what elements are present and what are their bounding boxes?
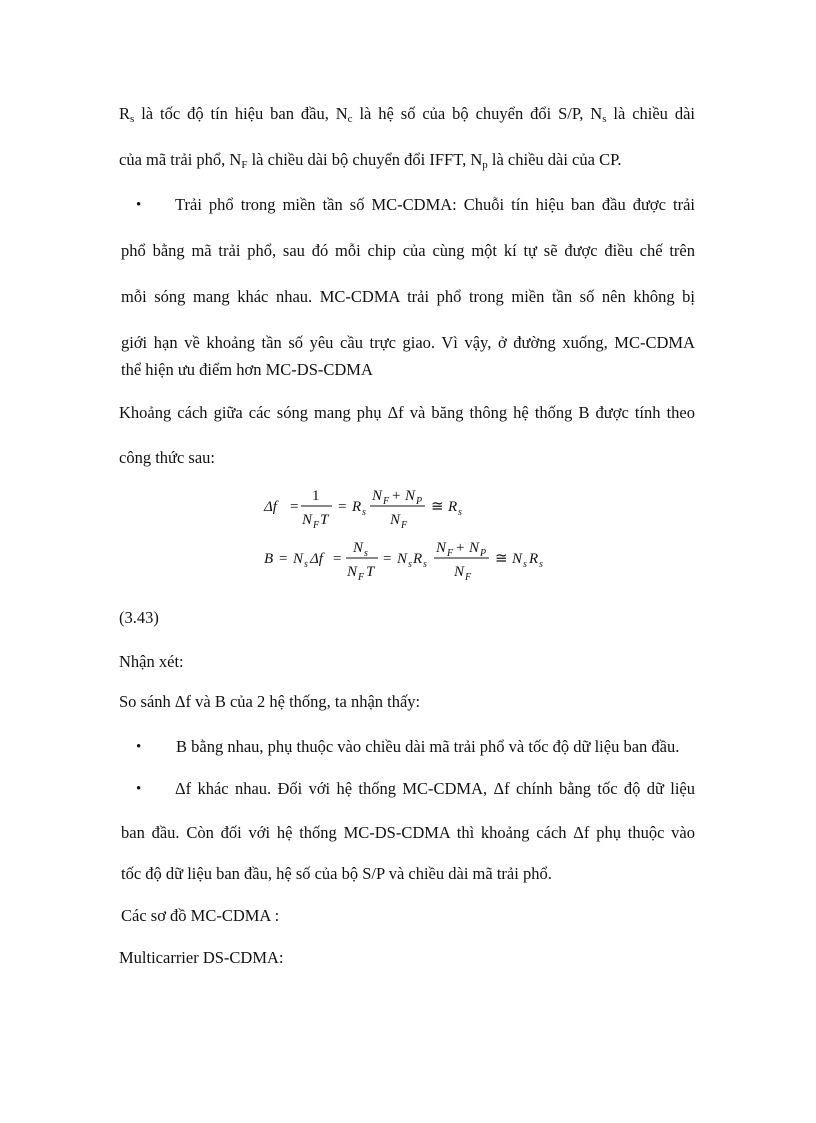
svg-text:R: R <box>352 499 362 515</box>
svg-text:P: P <box>416 496 423 507</box>
svg-text:R: R <box>529 551 539 567</box>
svg-text:s: s <box>458 507 462 518</box>
svg-text:s: s <box>304 559 308 570</box>
svg-text:s: s <box>423 559 427 570</box>
paragraph-line: công thức sau: <box>119 448 216 467</box>
bullet-line: Trải phổ trong miền tần số MC-CDMA: Chuỗi tín hiệu ban đầu được trải <box>175 195 695 214</box>
paragraph-line: So sánh Δf và B của 2 hệ thống, ta nhận thấy: <box>119 692 421 711</box>
svg-text:+: + <box>392 488 401 504</box>
svg-text:=: = <box>338 499 347 515</box>
svg-text:F: F <box>358 572 365 583</box>
svg-text:F: F <box>383 496 390 507</box>
bullet-line: Δf khác nhau. Đối với hệ thống MC-CDMA, Δf chính bằng tốc độ dữ liệu <box>175 779 695 798</box>
svg-text:N: N <box>469 540 480 556</box>
bullet-line: mỗi sóng mang khác nhau. MC-CDMA trải phổ trong miền tần số nên không bị <box>121 287 695 306</box>
svg-text:≅: ≅ <box>431 499 444 515</box>
svg-text:T: T <box>366 564 375 580</box>
svg-text:=: = <box>333 551 342 567</box>
equation-number: (3.43) <box>119 608 159 627</box>
svg-text:T: T <box>320 512 329 528</box>
svg-text:N: N <box>293 551 304 567</box>
svg-text:s: s <box>408 559 412 570</box>
svg-text:=: = <box>383 551 392 567</box>
svg-text:s: s <box>539 559 543 570</box>
remark-heading: Nhận xét: <box>119 652 184 671</box>
svg-text:R: R <box>448 499 458 515</box>
svg-text:s: s <box>364 548 368 559</box>
svg-text:F: F <box>447 548 454 559</box>
svg-text:N: N <box>397 551 408 567</box>
paragraph-line: $R_s$ là tốc độ tín hiệu ban đầu, $N_c$ là hệ số của bộ chuyển đổi S/P, $N_s$ là chiều dài <box>119 104 695 125</box>
bullet-line: giới hạn về khoảng tần số yêu cầu trực giao. Vì vậy, ở đường xuống, MC-CDMA <box>121 333 695 352</box>
paragraph-line: Khoảng cách giữa các sóng mang phụ Δf và băng thông hệ thống B được tính theo <box>119 403 695 422</box>
bullet-line: B bằng nhau, phụ thuộc vào chiều dài mã trải phổ và tốc độ dữ liệu ban đầu. <box>176 737 680 756</box>
bullet-line: phổ bằng mã trải phổ, sau đó mỗi chip của cùng một kí tự sẽ được điều chế trên <box>121 241 695 260</box>
svg-text:1: 1 <box>312 488 320 504</box>
svg-text:P: P <box>480 548 487 559</box>
svg-text:N: N <box>372 488 383 504</box>
svg-text:N: N <box>390 512 401 528</box>
svg-text:N: N <box>405 488 416 504</box>
svg-text:≅: ≅ <box>495 551 508 567</box>
bullet-line: tốc độ dữ liệu ban đầu, hệ số của bộ S/P và chiều dài mã trải phổ. <box>121 864 552 883</box>
svg-text:F: F <box>465 572 472 583</box>
svg-text:N: N <box>347 564 358 580</box>
svg-text:B: B <box>264 551 274 567</box>
multicarrier-heading: Multicarrier DS-CDMA: <box>119 948 284 967</box>
svg-text:s: s <box>523 559 527 570</box>
svg-text:N: N <box>353 540 364 556</box>
svg-text:Δf: Δf <box>264 499 277 515</box>
bullet-icon: • <box>136 781 142 797</box>
schemes-heading: Các sơ đồ MC-CDMA : <box>121 906 280 925</box>
svg-text:N: N <box>302 512 313 528</box>
bullet-line: ban đầu. Còn đối với hệ thống MC-DS-CDMA thì khoảng cách Δf phụ thuộc vào <box>121 823 695 842</box>
svg-text:F: F <box>313 520 320 531</box>
svg-text:N: N <box>512 551 523 567</box>
svg-text:N: N <box>436 540 447 556</box>
svg-text:Δf: Δf <box>310 551 323 567</box>
svg-text:R: R <box>413 551 423 567</box>
svg-text:=: = <box>279 551 288 567</box>
svg-text:N: N <box>454 564 465 580</box>
paragraph-line: của mã trải phổ, $N_F$ là chiều dài bộ chuyển đổi IFFT, $N_p$ là chiều dài của CP. <box>119 150 622 171</box>
bullet-line: thể hiện ưu điểm hơn MC-DS-CDMA <box>121 360 373 379</box>
bullet-icon: • <box>136 739 142 755</box>
svg-text:+: + <box>456 540 465 556</box>
formula <box>250 478 570 593</box>
svg-text:F: F <box>401 520 408 531</box>
bullet-icon: • <box>136 197 142 213</box>
svg-text:s: s <box>362 507 366 518</box>
svg-text:=: = <box>290 499 299 515</box>
